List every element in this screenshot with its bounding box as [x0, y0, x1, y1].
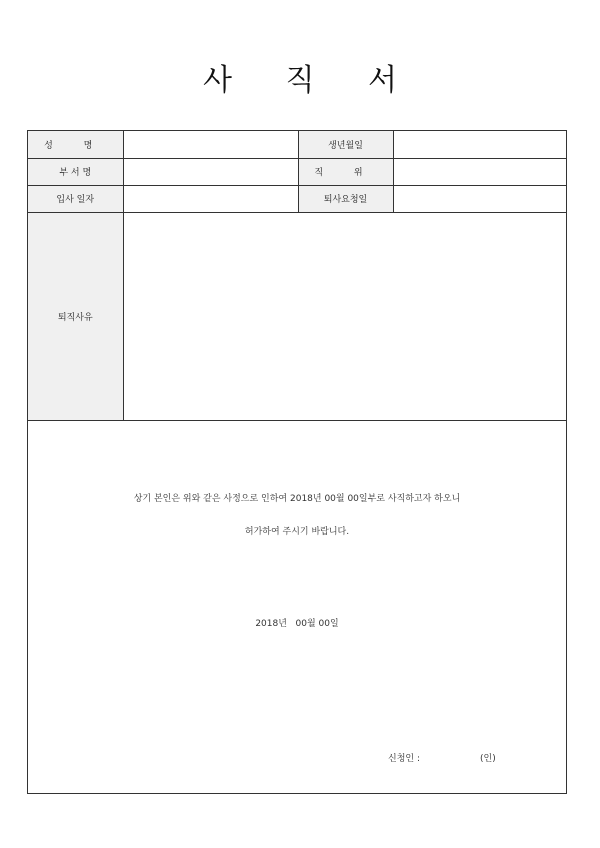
department-field[interactable]: [123, 158, 298, 185]
document-title: 사 직 서: [202, 63, 419, 98]
resign-reason-label: 퇴직사유: [28, 212, 123, 420]
birth-date-label: 생년월일: [298, 131, 393, 158]
department-label: 부 서 명: [28, 158, 123, 185]
name-field[interactable]: [123, 131, 298, 158]
info-table: [28, 131, 566, 421]
statement-line-1: 상기 본인은 위와 같은 사정으로 인하여 2018년 00월 00일부로 사직하고자 하오니: [133, 494, 461, 504]
job-position-label: 직 위: [298, 158, 393, 185]
statement-line-2: 허가하여 주시기 바랍니다.: [244, 527, 350, 537]
table-row: [28, 212, 566, 420]
birth-date-field[interactable]: [393, 131, 566, 158]
hire-date-field[interactable]: [123, 185, 298, 212]
resign-reason-field[interactable]: [123, 212, 566, 420]
statement-section: [28, 426, 566, 794]
resignation-form: [27, 130, 567, 794]
table-row: [28, 185, 566, 212]
resign-request-date-label: 퇴사요청일: [298, 185, 393, 212]
job-position-field[interactable]: [393, 158, 566, 185]
hire-date-label: 입사 일자: [28, 185, 123, 212]
statement-date: 2018년 00월 00일: [255, 619, 339, 629]
table-row: [28, 131, 566, 158]
table-row: [28, 158, 566, 185]
resign-request-date-field[interactable]: [393, 185, 566, 212]
seal-mark: (인): [480, 754, 496, 764]
applicant-label: 신청인 :: [388, 754, 420, 764]
name-label: 성 명: [28, 131, 123, 158]
